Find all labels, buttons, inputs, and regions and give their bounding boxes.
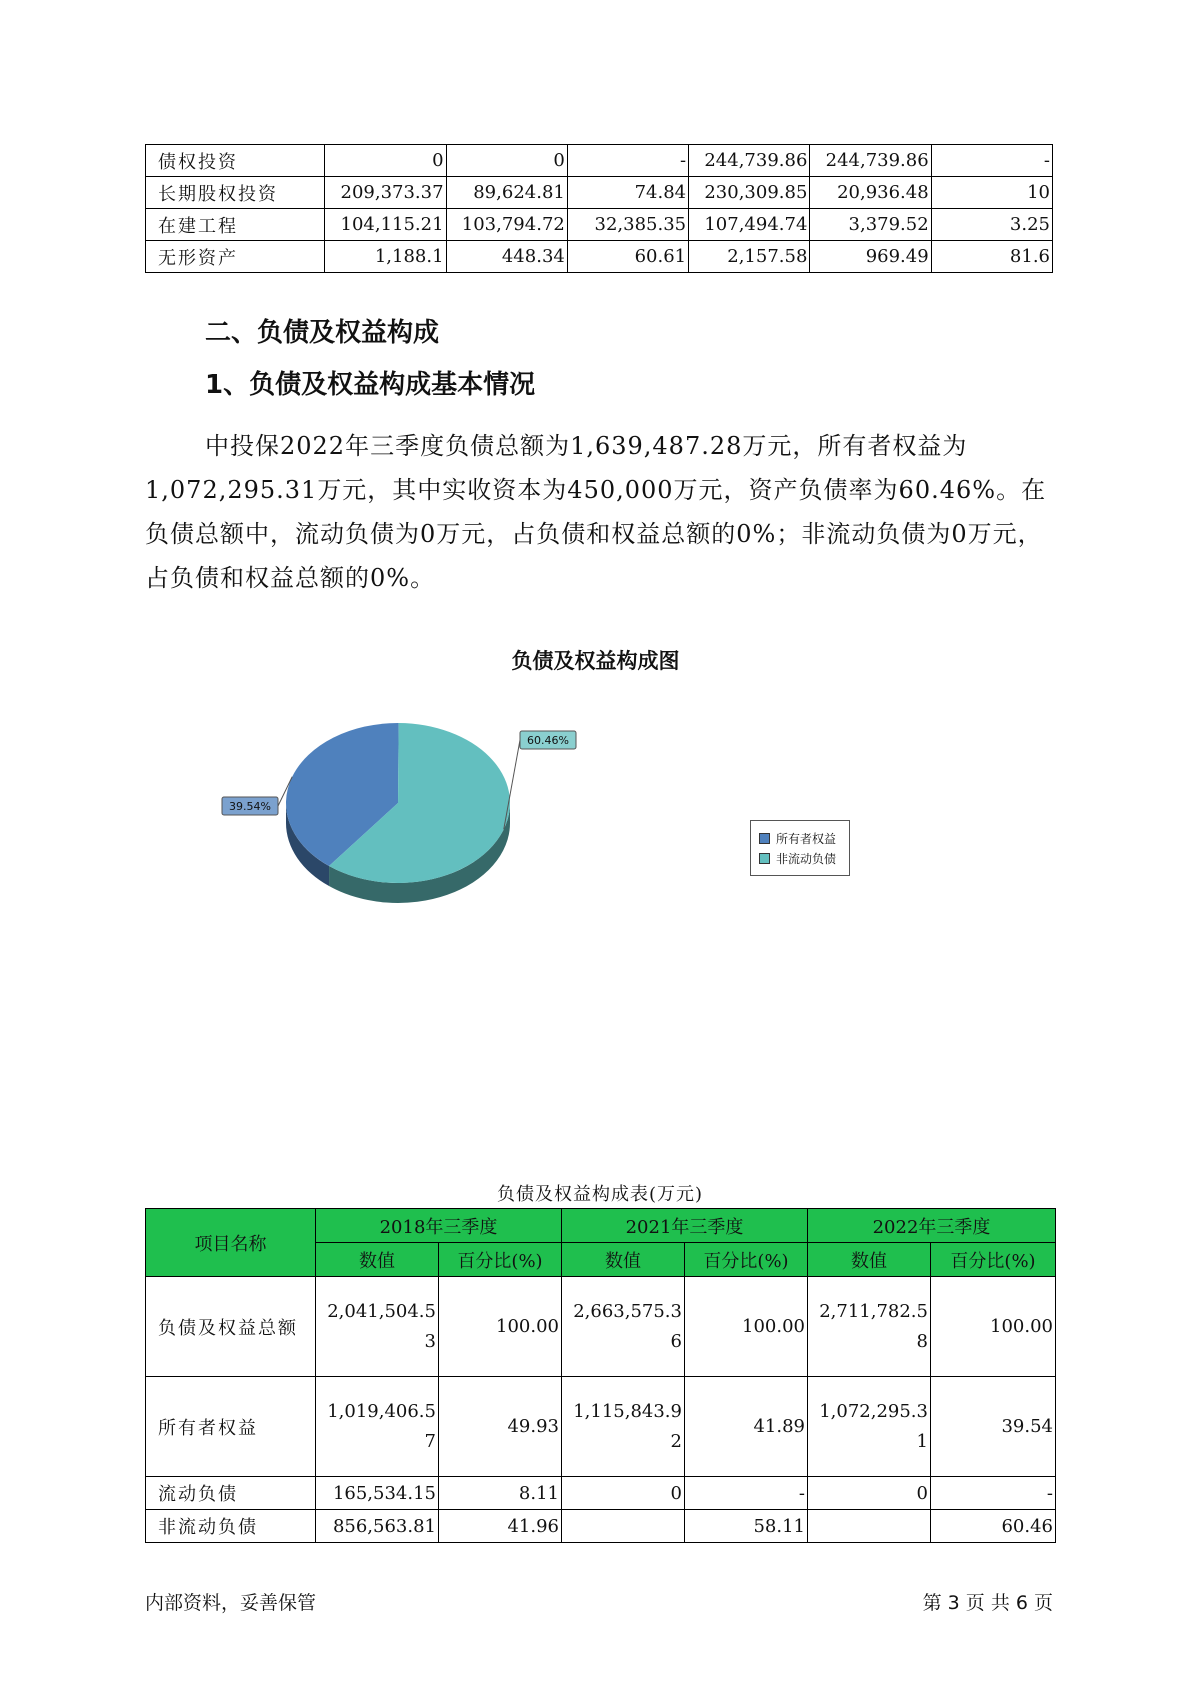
row-label: 非流动负债 <box>146 1510 316 1543</box>
cell: 60.61 <box>567 241 688 273</box>
cell: 58.11 <box>685 1510 808 1543</box>
header-percent: 百分比(%) <box>685 1243 808 1277</box>
cell <box>808 1377 931 1477</box>
footer-note: 内部资料，妥善保管 <box>145 1592 317 1614</box>
cell: 230,309.85 <box>689 177 810 209</box>
cell: 1,188.1 <box>325 241 446 273</box>
cell: 8.11 <box>439 1477 562 1510</box>
cell: 0 <box>446 145 567 177</box>
cell <box>808 1277 931 1377</box>
table-row <box>146 1377 1056 1477</box>
cell: 32,385.35 <box>567 209 688 241</box>
legend-label: 所有者权益 <box>776 832 837 846</box>
cell: 100.00 <box>931 1277 1056 1377</box>
section-subheading: 1、负债及权益构成基本情况 <box>205 370 536 400</box>
cell: - <box>567 145 688 177</box>
body-paragraph <box>145 424 1055 600</box>
table-row <box>146 241 1053 273</box>
cell: 3.25 <box>931 209 1052 241</box>
data-label: 60.46% <box>527 734 569 747</box>
cell: 39.54 <box>931 1377 1056 1477</box>
header-percent: 百分比(%) <box>439 1243 562 1277</box>
legend-swatch-1 <box>759 853 770 864</box>
cell <box>562 1510 685 1543</box>
cell-value: 2,663,575.36 <box>573 1300 682 1352</box>
row-label: 长期股权投资 <box>146 177 325 209</box>
paragraph-text: 中投保2022年三季度负债总额为1,639,487.28万元，所有者权益为1,072,295.31万元，其中实收资本为450,000万元，资产负债率为60.46%。在负债总额中，流动负债为0万元，占负债和权益总额的0%；非流动负债为0万元，占负债和权益总额的0%。 <box>145 432 1047 592</box>
cell <box>562 1277 685 1377</box>
cell: 165,534.15 <box>316 1477 439 1510</box>
chart-legend <box>750 820 850 876</box>
cell: 100.00 <box>439 1277 562 1377</box>
cell: 244,739.86 <box>810 145 931 177</box>
cell: 49.93 <box>439 1377 562 1477</box>
cell: 3,379.52 <box>810 209 931 241</box>
cell: 89,624.81 <box>446 177 567 209</box>
legend-swatch-0 <box>759 833 770 844</box>
section-heading: 二、负债及权益构成 <box>205 318 440 348</box>
cell: 107,494.74 <box>689 209 810 241</box>
cell: - <box>931 145 1052 177</box>
cell <box>562 1377 685 1477</box>
cell: 74.84 <box>567 177 688 209</box>
cell: 60.46 <box>931 1510 1056 1543</box>
table-row <box>146 145 1053 177</box>
legend-item <box>759 850 836 867</box>
cell: - <box>685 1477 808 1510</box>
cell: 20,936.48 <box>810 177 931 209</box>
cell-value: 2,041,504.53 <box>327 1300 436 1352</box>
legend-item <box>759 830 836 847</box>
cell: 10 <box>931 177 1052 209</box>
header-row <box>146 1209 1056 1243</box>
cell <box>316 1377 439 1477</box>
row-label: 负债及权益总额 <box>146 1277 316 1377</box>
cell <box>316 1277 439 1377</box>
cell-value: 1,115,843.92 <box>573 1400 682 1452</box>
cell: 969.49 <box>810 241 931 273</box>
cell: 41.89 <box>685 1377 808 1477</box>
cell <box>808 1510 931 1543</box>
asset-table <box>145 144 1053 273</box>
cell: 0 <box>562 1477 685 1510</box>
header-period: 2022年三季度 <box>808 1209 1056 1243</box>
cell: 0 <box>808 1477 931 1510</box>
header-period: 2018年三季度 <box>316 1209 562 1243</box>
data-label: 39.54% <box>229 800 271 813</box>
legend-label: 非流动负债 <box>776 852 837 866</box>
cell: 856,563.81 <box>316 1510 439 1543</box>
table-row <box>146 209 1053 241</box>
cell: 100.00 <box>685 1277 808 1377</box>
row-label: 无形资产 <box>146 241 325 273</box>
cell: - <box>931 1477 1056 1510</box>
table-row <box>146 1477 1056 1510</box>
page-number: 第 3 页 共 6 页 <box>922 1592 1053 1614</box>
row-label: 所有者权益 <box>146 1377 316 1477</box>
row-label: 在建工程 <box>146 209 325 241</box>
table-row <box>146 1277 1056 1377</box>
cell: 81.6 <box>931 241 1052 273</box>
table-row <box>146 177 1053 209</box>
chart-title: 负债及权益构成图 <box>511 649 680 673</box>
header-value: 数值 <box>562 1243 685 1277</box>
cell-value: 1,019,406.57 <box>327 1400 436 1452</box>
row-label: 流动负债 <box>146 1477 316 1510</box>
header-period: 2021年三季度 <box>562 1209 808 1243</box>
liability-equity-table <box>145 1208 1056 1543</box>
cell: 103,794.72 <box>446 209 567 241</box>
cell: 209,373.37 <box>325 177 446 209</box>
header-item: 项目名称 <box>146 1209 316 1277</box>
row-label: 债权投资 <box>146 145 325 177</box>
cell-value: 1,072,295.31 <box>819 1400 928 1452</box>
cell: 2,157.58 <box>689 241 810 273</box>
cell: 104,115.21 <box>325 209 446 241</box>
header-value: 数值 <box>808 1243 931 1277</box>
cell: 41.96 <box>439 1510 562 1543</box>
table-caption: 负债及权益构成表(万元) <box>496 1184 704 1205</box>
cell: 244,739.86 <box>689 145 810 177</box>
header-percent: 百分比(%) <box>931 1243 1056 1277</box>
header-value: 数值 <box>316 1243 439 1277</box>
cell-value: 2,711,782.58 <box>819 1300 928 1352</box>
pie-chart <box>220 705 640 945</box>
table-row <box>146 1510 1056 1543</box>
cell: 0 <box>325 145 446 177</box>
cell: 448.34 <box>446 241 567 273</box>
